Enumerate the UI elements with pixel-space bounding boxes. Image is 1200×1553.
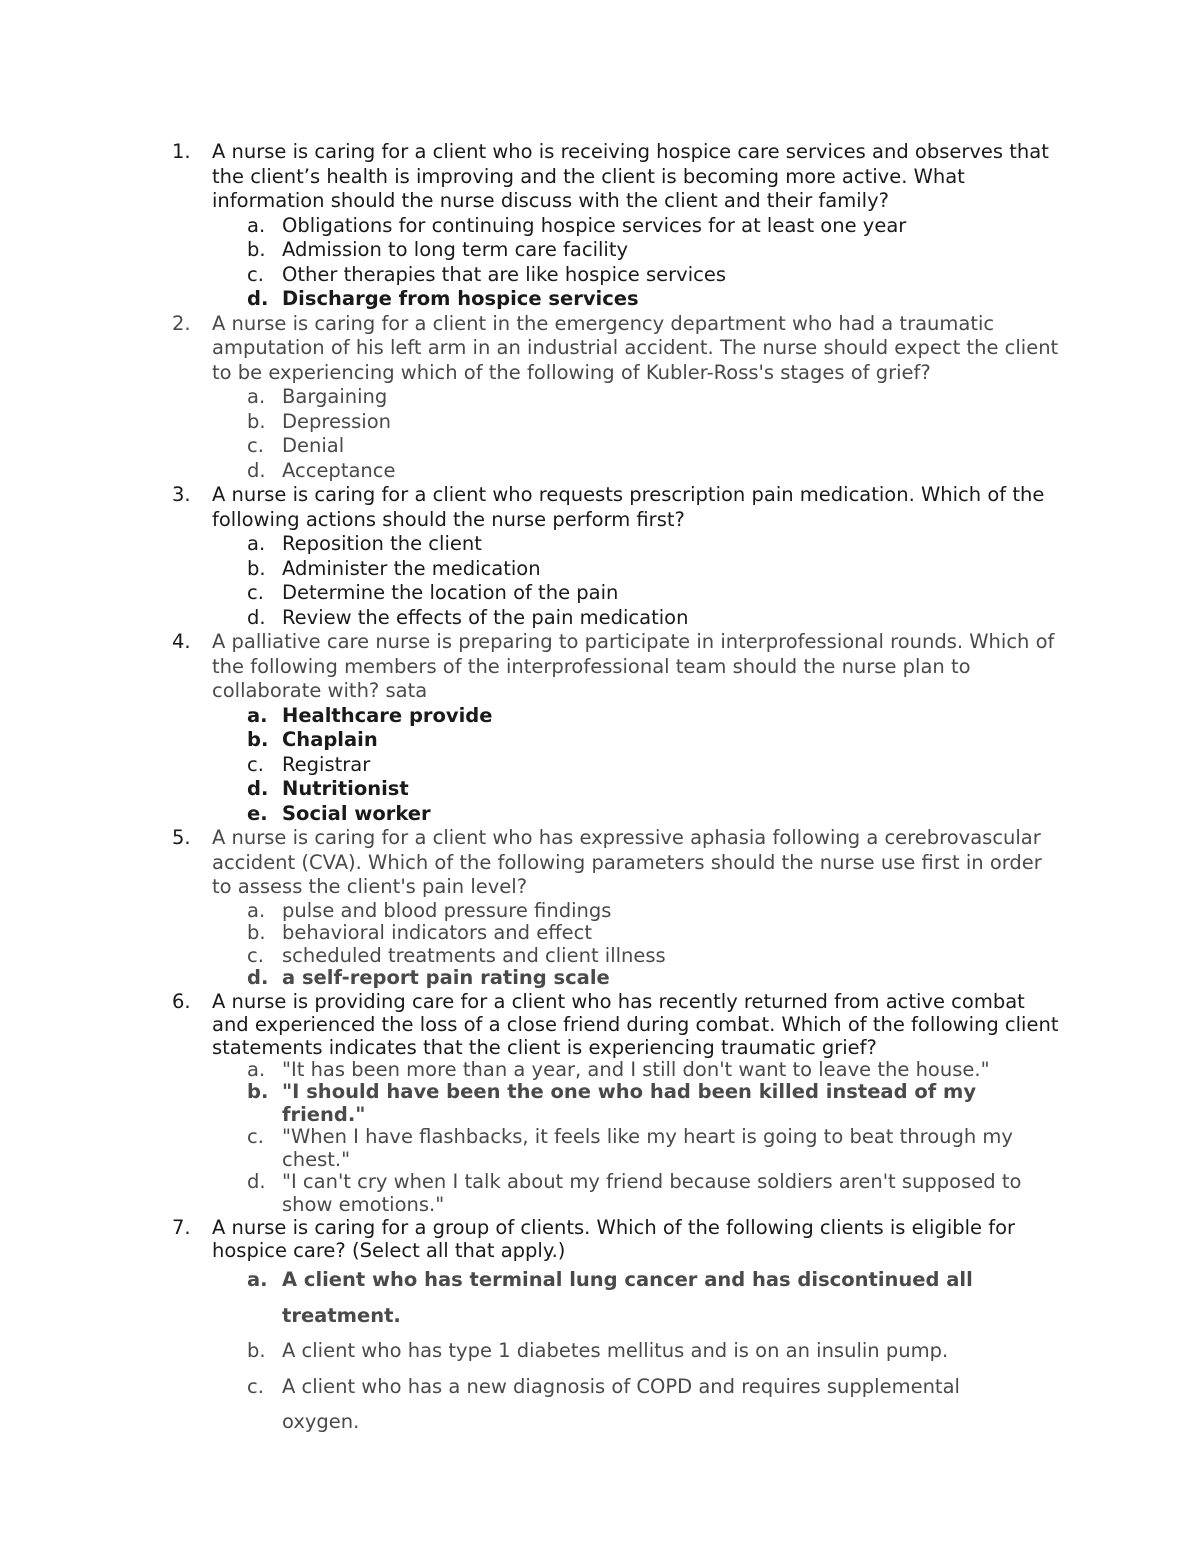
question-list <box>0 140 1200 1440</box>
option-text: Depression <box>282 409 392 433</box>
option-c <box>0 753 1200 778</box>
question-text: A nurse is caring for a client who is receiving hospice care services and observes that the client’s health is improving and the client is becoming more active. What information should the nurse discuss with the client and their family? <box>212 140 1049 212</box>
option-text: Chaplain <box>282 728 378 751</box>
option-letter: a. <box>247 898 266 922</box>
question-number: 6. <box>172 989 191 1013</box>
option-text: Admission to long term care facility <box>282 238 629 261</box>
question-text: A nurse is caring for a client who requests prescription pain medication. Which of the following actions should the nurse perform first? <box>212 483 1045 531</box>
option-d <box>0 287 1200 312</box>
option-letter: b. <box>247 921 266 944</box>
option-c <box>0 1369 1200 1440</box>
option-text: behavioral indicators and effect <box>282 921 593 944</box>
option-letter: d. <box>247 458 266 482</box>
option-letter: b. <box>247 728 269 751</box>
option-b <box>0 728 1200 753</box>
option-letter: b. <box>247 238 266 261</box>
option-b <box>0 922 1200 945</box>
option-letter: c. <box>247 1125 264 1148</box>
option-letter: c. <box>247 943 264 967</box>
option-letter: c. <box>247 262 264 286</box>
option-c <box>0 945 1200 968</box>
option-a <box>0 1059 1200 1082</box>
options-list <box>0 1262 1200 1440</box>
options-list <box>0 214 1200 312</box>
option-text: Healthcare provide <box>282 703 493 727</box>
option-text: A client who has type 1 diabetes mellitus and is on an insulin pump. <box>282 1339 949 1362</box>
option-text: Discharge from hospice services <box>282 287 639 310</box>
question-7 <box>0 1216 1200 1440</box>
option-letter: b. <box>247 1339 266 1362</box>
option-text: pulse and blood pressure findings <box>282 898 612 922</box>
option-b <box>0 557 1200 582</box>
option-c <box>0 1126 1200 1171</box>
option-d <box>0 777 1200 802</box>
question-5 <box>0 826 1200 990</box>
option-letter: b. <box>247 556 266 580</box>
question-number: 1. <box>172 140 191 163</box>
options-list <box>0 385 1200 483</box>
option-text: Acceptance <box>282 458 396 482</box>
option-letter: c. <box>247 752 264 776</box>
option-text: "I can't cry when I talk about my friend because soldiers aren't supposed to show emotions." <box>282 1170 1022 1216</box>
option-letter: b. <box>247 409 266 433</box>
option-text: "I should have been the one who had been killed instead of my friend." <box>282 1080 977 1126</box>
question-2 <box>0 312 1200 484</box>
option-d <box>0 967 1200 990</box>
options-list <box>0 704 1200 827</box>
question-number: 4. <box>172 630 191 653</box>
option-d <box>0 459 1200 484</box>
option-b <box>0 410 1200 435</box>
question-3 <box>0 483 1200 630</box>
option-letter: c. <box>247 434 264 457</box>
option-c <box>0 434 1200 459</box>
option-text: Nutritionist <box>282 777 409 800</box>
option-a <box>0 1262 1200 1333</box>
question-number: 2. <box>172 311 191 335</box>
option-b <box>0 1333 1200 1369</box>
option-letter: c. <box>247 1374 264 1398</box>
question-number: 7. <box>172 1216 191 1239</box>
option-text: A client who has terminal lung cancer and has discontinued all treatment. <box>282 1268 973 1327</box>
options-list <box>0 1059 1200 1217</box>
option-text: Other therapies that are like hospice services <box>282 262 727 286</box>
option-letter: a. <box>247 1057 266 1081</box>
option-b <box>0 1081 1200 1126</box>
option-a <box>0 900 1200 923</box>
option-letter: a. <box>247 703 268 727</box>
option-letter: a. <box>247 213 266 237</box>
option-letter: d. <box>247 777 269 800</box>
option-letter: d. <box>247 966 269 989</box>
options-list <box>0 532 1200 630</box>
option-a <box>0 385 1200 410</box>
question-6 <box>0 990 1200 1217</box>
option-letter: d. <box>247 287 269 310</box>
question-number: 5. <box>172 826 191 849</box>
option-letter: e. <box>247 801 268 825</box>
option-text: Administer the medication <box>282 556 541 580</box>
option-letter: b. <box>247 1080 269 1103</box>
question-text: A nurse is caring for a group of clients. Which of the following clients is eligible for hospice care? (Select all that apply.) <box>212 1216 1016 1262</box>
option-text: "It has been more than a year, and I still don't want to leave the house." <box>282 1057 990 1081</box>
option-a <box>0 532 1200 557</box>
option-text: Social worker <box>282 801 431 825</box>
option-e <box>0 802 1200 827</box>
option-c <box>0 581 1200 606</box>
question-text: A palliative care nurse is preparing to participate in interprofessional rounds. Which of the following members of the interprofessional team should the nurse plan to collaborate with? sata <box>212 630 1055 702</box>
option-text: Denial <box>282 434 345 457</box>
option-letter: c. <box>247 581 264 604</box>
option-c <box>0 263 1200 288</box>
option-d <box>0 1171 1200 1216</box>
option-text: a self-report pain rating scale <box>282 966 610 989</box>
option-text: Reposition the client <box>282 532 482 555</box>
option-a <box>0 704 1200 729</box>
question-text: A nurse is caring for a client in the emergency department who had a traumatic amputation of his left arm in an industrial accident. The nurse should expect the client to be experiencing which of the following of Kubler-Ross's stages of grief? <box>212 311 1059 384</box>
option-letter: d. <box>247 605 266 629</box>
question-text: A nurse is caring for a client who has expressive aphasia following a cerebrovascular accident (CVA). Which of the following parameters should the nurse use first in order to assess the client's pain level? <box>212 826 1042 898</box>
question-text: A nurse is providing care for a client who has recently returned from active combat and experienced the loss of a close friend during combat. Which of the following client statements indicates that the client is experiencing traumatic grief? <box>212 989 1059 1059</box>
option-d <box>0 606 1200 631</box>
option-text: Bargaining <box>282 385 388 408</box>
question-1 <box>0 140 1200 312</box>
question-number: 3. <box>172 483 191 506</box>
option-letter: d. <box>247 1170 266 1193</box>
option-b <box>0 238 1200 263</box>
option-text: Review the effects of the pain medication <box>282 605 689 629</box>
question-4 <box>0 630 1200 826</box>
option-text: Obligations for continuing hospice services for at least one year <box>282 213 907 237</box>
option-a <box>0 214 1200 239</box>
option-text: Registrar <box>282 752 371 776</box>
option-text: Determine the location of the pain <box>282 581 619 604</box>
option-letter: a. <box>247 385 266 408</box>
option-letter: a. <box>247 1268 268 1291</box>
option-text: "When I have flashbacks, it feels like my heart is going to beat through my chest." <box>282 1125 1013 1171</box>
option-text: scheduled treatments and client illness <box>282 943 666 967</box>
options-list <box>0 900 1200 990</box>
option-letter: a. <box>247 532 266 555</box>
option-text: A client who has a new diagnosis of COPD and requires supplemental oxygen. <box>282 1374 960 1433</box>
